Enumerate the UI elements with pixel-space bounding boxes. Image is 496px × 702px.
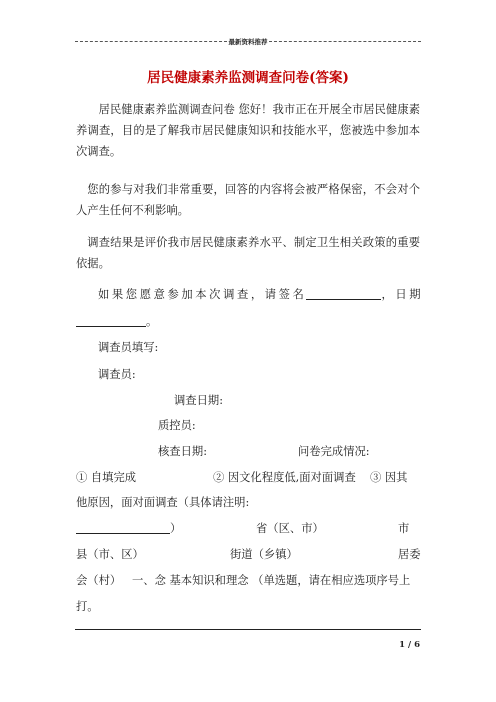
other-reason-line: 他原因，面对面调查（具体请注明: xyxy=(76,496,250,509)
qc-officer-label: 质控员: xyxy=(158,419,196,432)
section-heading: 一、念 基本知识和理念 （单选题，请在相应选项序号上 xyxy=(132,574,411,587)
footer-rule xyxy=(75,629,421,630)
date-label: ，日期 xyxy=(381,288,424,301)
header-label: 最新资料推荐 xyxy=(228,38,268,46)
document-title: 居民健康素养监测调查问卷(答案) xyxy=(147,70,349,86)
consent-line xyxy=(98,286,423,304)
date-blank[interactable] xyxy=(76,315,146,327)
survey-date-label: 调查日期: xyxy=(174,394,223,407)
village-label: 会（村） xyxy=(76,574,122,587)
investigator-fill-label: 调查员填写: xyxy=(98,341,159,354)
consent-line-2 xyxy=(76,313,157,331)
reason-blank[interactable] xyxy=(76,522,170,534)
province-label: 省（区、市） xyxy=(256,522,324,535)
consent-text: 如果您愿意参加本次调查，请签名 xyxy=(98,288,307,301)
purpose-paragraph: 调查结果是评价我市居民健康素养水平、制定卫生相关政策的重要依据。 xyxy=(76,236,420,270)
city-label: 市 xyxy=(398,522,410,535)
investigator-label: 调查员: xyxy=(98,368,136,381)
signature-blank[interactable] xyxy=(306,288,381,300)
paren-close: ） xyxy=(170,522,182,535)
page-number: 1 / 6 xyxy=(399,640,420,650)
reason-line xyxy=(76,520,181,538)
street-label: 街道（乡镇） xyxy=(230,548,298,561)
completion-label: 问卷完成情况: xyxy=(298,445,370,458)
consent-end: 。 xyxy=(146,315,158,328)
option-face-to-face: ② 因文化程度低,面对面调查 xyxy=(213,471,356,484)
county-label: 县（市、区） xyxy=(76,548,144,561)
check-date-label: 核查日期: xyxy=(158,445,207,458)
committee-label: 居委 xyxy=(398,548,421,561)
section-heading-cont: 打。 xyxy=(76,600,99,613)
option-self-complete: ① 自填完成 xyxy=(76,471,137,484)
intro-paragraph: 居民健康素养监测调查问卷 您好！我市正在开展全市居民健康素养调查，目的是了解我市居民健康知识和技能水平，您被选中参加本次调查。 xyxy=(76,103,420,158)
privacy-paragraph: 您的参与对我们非常重要，回答的内容将会被严格保密，不会对个人产生任何不利影响。 xyxy=(76,183,420,217)
page-header xyxy=(75,37,421,47)
option-other-reason: ③ 因其 xyxy=(370,471,408,484)
